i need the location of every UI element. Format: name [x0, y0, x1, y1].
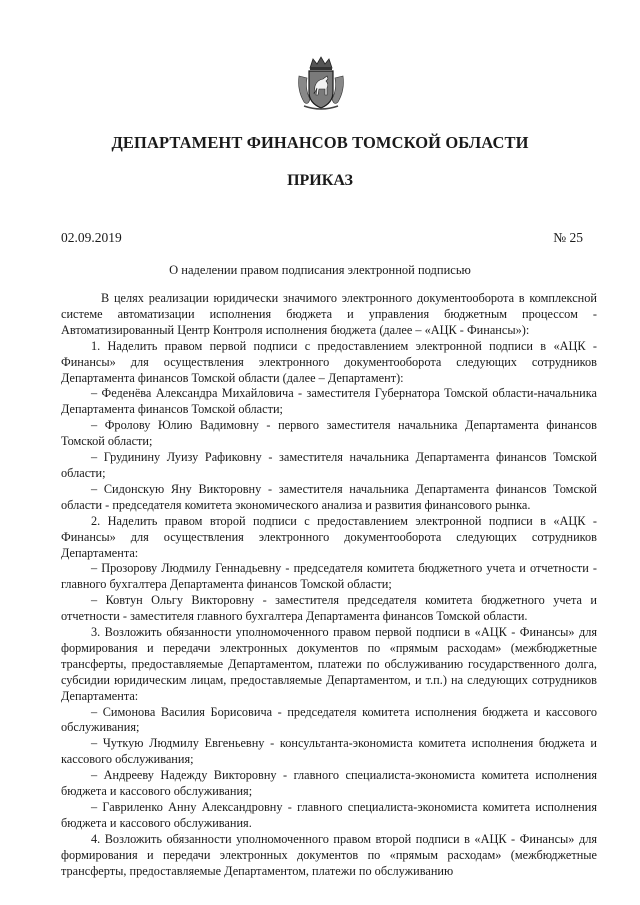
clause-3-item: – Симонова Василия Борисовича - председателя комитета исполнения бюджета и кассового обслуживания;: [61, 704, 597, 735]
intro-paragraph: В целях реализации юридически значимого электронного документооборота в комплексной системе автоматизации исполнения бюджета и управления бюджетным процессом - Автоматизированный Центр Контроля исполнения бюджета (далее – «АЦК - Финансы»):: [61, 291, 597, 337]
order-subject: О наделении правом подписания электронной подписью: [169, 263, 471, 277]
clause-3-item: – Чуткую Людмилу Евгеньевну - консультанта-экономиста комитета исполнения бюджета и кассового обслуживания;: [61, 736, 597, 767]
document-type: ПРИКАЗ: [287, 172, 353, 189]
department-title: ДЕПАРТАМЕНТ ФИНАНСОВ ТОМСКОЙ ОБЛАСТИ: [111, 133, 529, 152]
tomsk-coat-of-arms-icon: [296, 54, 346, 112]
clause-4: 4. Возложить обязанности уполномоченного правом второй подписи в «АЦК - Финансы» для формирования и передачи электронных документов по «прямым расходам» (межбюджетные трансферты, предоставляемые Департаментом, платежи по обслуживанию: [61, 831, 597, 878]
clause-1: 1. Наделить правом первой подписи с предоставлением электронной подписи в «АЦК - Финансы» для осуществления электронного документооборота следующих сотрудников Департамента финансов Томской области (далее – Департамент):: [61, 338, 597, 385]
order-date: 02.09.2019: [61, 230, 122, 245]
order-number: № 25: [553, 230, 583, 245]
clause-3-item: – Гавриленко Анну Александровну - главного специалиста-экономиста комитета исполнения бюджета и кассового обслуживания.: [61, 800, 597, 830]
clause-2: 2. Наделить правом второй подписи с предоставлением электронной подписи в «АЦК - Финансы» для осуществления электронного документооборота следующих сотрудников Департамента:: [61, 513, 597, 560]
clause-1-item: – Сидонскую Яну Викторовну - заместителя начальника Департамента финансов Томской области - председателя комитета экономического анализа и развития финансового рынка.: [61, 481, 597, 512]
clause-3: 3. Возложить обязанности уполномоченного правом первой подписи в «АЦК - Финансы» для формирования и передачи электронных документов по «прямым расходам» (межбюджетные трансферты, предоставляемые Департаментом, платежи по обслуживанию государственного долга, субсидии юридическим лицам, предоставляемые Департаментом, и т.п.) на следующих сотрудников Департамента:: [61, 625, 597, 703]
order-body: [61, 291, 597, 880]
clause-1-item: – Грудинину Луизу Рафиковну - заместителя начальника Департамента финансов Томской области;: [61, 450, 597, 480]
clause-1-item: – Феденёва Александра Михайловича - заместителя Губернатора Томской области-начальника Департамента финансов Томской области;: [61, 386, 597, 417]
clause-2-item: – Прозорову Людмилу Геннадьевну - председателя комитета бюджетного учета и отчетности - главного бухгалтера Департамента финансов Томской области;: [61, 561, 597, 592]
clause-3-item: – Андрееву Надежду Викторовну - главного специалиста-экономиста комитета исполнения бюджета и кассового обслуживания;: [61, 768, 597, 799]
clause-2-item: – Ковтун Ольгу Викторовну - заместителя председателя комитета бюджетного учета и отчетности - заместителя главного бухгалтера Департамента финансов Томской области.: [61, 593, 597, 624]
clause-1-item: – Фролову Юлию Вадимовну - первого заместителя начальника Департамента финансов Томской области;: [61, 418, 597, 449]
